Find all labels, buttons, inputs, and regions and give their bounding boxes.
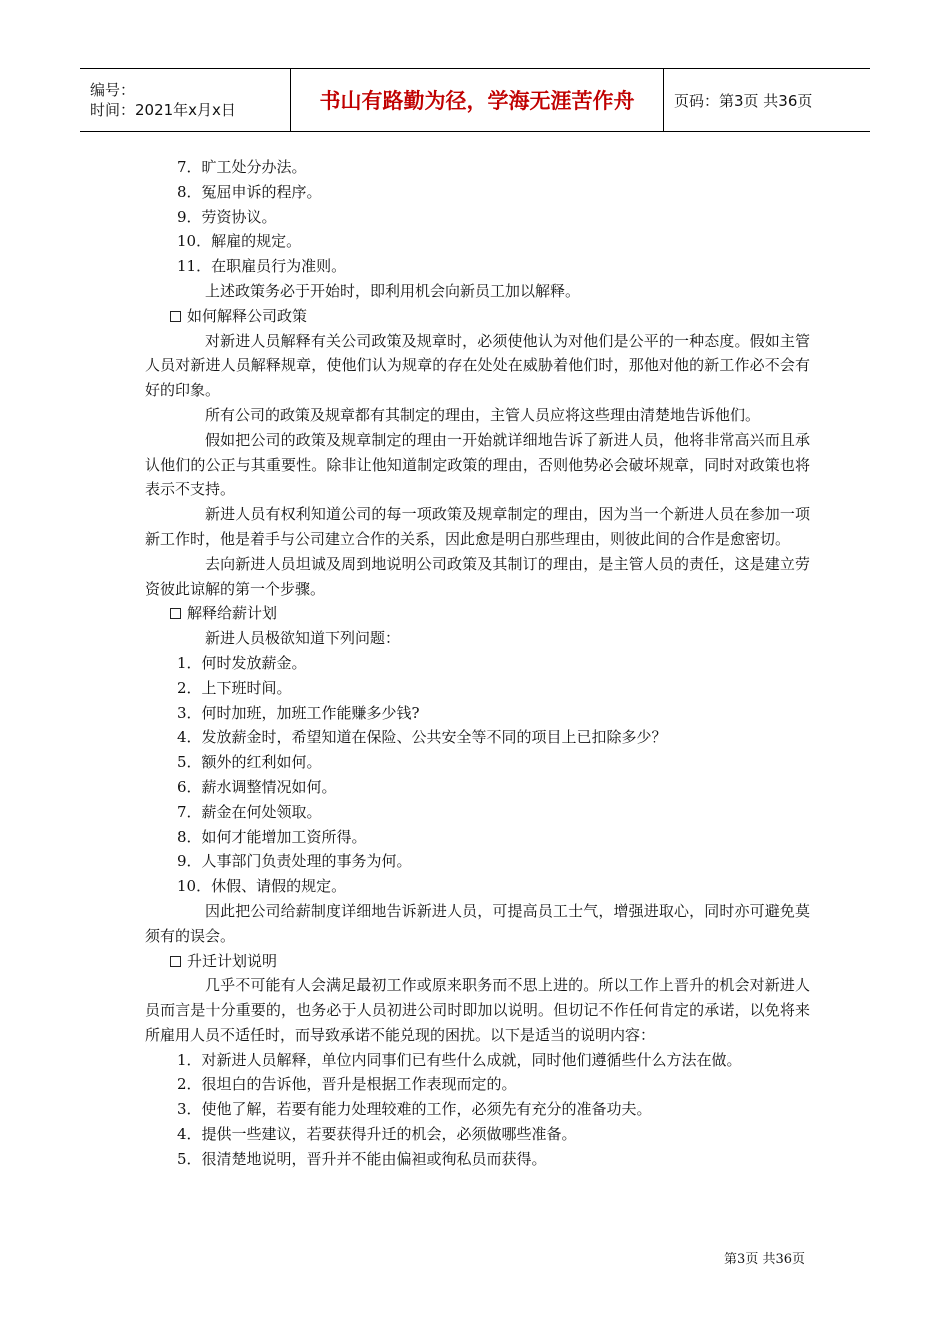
- header-left-cell: [80, 69, 291, 131]
- paragraph: 几乎不可能有人会满足最初工作或原来职务而不思上进的。所以工作上晋升的机会对新进人员而言是十分重要的，也务必于人员初进公司时即加以说明。但切记不作任何肯定的承诺，以免将来所雇用人员不适任时，而导致承诺不能兑现的困扰。以下是适当的说明内容：: [145, 976, 810, 1044]
- list-item: 9．劳资协议。: [177, 207, 277, 226]
- paragraph: 因此把公司给薪制度详细地告诉新进人员，可提高员工士气，增强进取心，同时亦可避免莫须有的误会。: [145, 901, 810, 945]
- page-footer: 第3页 共36页: [724, 1252, 805, 1267]
- paragraph: 新进人员极欲知道下列问题：: [205, 629, 401, 648]
- section-heading-text: 如何解释公司政策: [187, 306, 308, 325]
- list-item: 5．额外的红利如何。: [177, 753, 322, 772]
- header-motto: 书山有路勤为径，学海无涯苦作舟: [291, 69, 664, 131]
- header-page-label: 页码：第3页 共36页: [674, 91, 813, 110]
- section-heading: [145, 304, 810, 329]
- list-item: 6．薪水调整情况如何。: [177, 777, 337, 796]
- list-item: 4．提供一些建议，若要获得升迁的机会，必须做哪些准备。: [177, 1125, 577, 1144]
- list-item: 8．冤屈申诉的程序。: [177, 182, 322, 201]
- checkbox-icon: [170, 311, 181, 322]
- list-item: 2．很坦白的告诉他，晋升是根据工作表现而定的。: [177, 1075, 517, 1094]
- list-item: 11．在职雇员行为准则。: [177, 257, 347, 276]
- paragraph: 对新进人员解释有关公司政策及规章时，必须使他认为对他们是公平的一种态度。假如主管人员对新进人员解释规章，使他们认为规章的存在处处在威胁着他们时，那他对他的新工作必不会有好的印象。: [145, 331, 810, 400]
- section-heading-text: 升迁计划说明: [187, 951, 278, 970]
- checkbox-icon: [170, 608, 181, 619]
- list-item: 3．何时加班，加班工作能赚多少钱?: [177, 703, 420, 722]
- list-item: 7．薪金在何处领取。: [177, 802, 322, 821]
- section-heading-text: 解释给薪计划: [187, 604, 278, 623]
- list-item: 1．对新进人员解释，单位内同事们已有些什么成就，同时他们遵循些什么方法在做。: [177, 1050, 742, 1069]
- list-item: 10．解雇的规定。: [177, 232, 302, 251]
- paragraph: 上述政策务必于开始时，即利用机会向新员工加以解释。: [205, 281, 581, 300]
- list-item: 7．旷工处分办法。: [177, 158, 307, 176]
- list-item: 9．人事部门负责处理的事务为何。: [177, 852, 412, 871]
- page-header: [80, 68, 870, 132]
- list-item: 10．休假、请假的规定。: [177, 877, 347, 896]
- time-label: 时间：2021年x月x日: [90, 101, 236, 119]
- section-heading: [145, 949, 810, 974]
- paragraph: 所有公司的政策及规章都有其制定的理由，主管人员应将这些理由清楚地告诉他们。: [205, 405, 761, 424]
- document-body: [145, 155, 810, 1172]
- list-item: 5．很清楚地说明，晋升并不能由偏袒或徇私员而获得。: [177, 1149, 547, 1168]
- list-item: 4．发放薪金时，希望知道在保险、公共安全等不同的项目上已扣除多少？: [177, 728, 667, 747]
- list-item: 3．使他了解，若要有能力处理较难的工作，必须先有充分的准备功夫。: [177, 1100, 652, 1119]
- list-item: 2．上下班时间。: [177, 678, 292, 697]
- code-label: 编号：: [90, 81, 136, 99]
- paragraph: 去向新进人员坦诚及周到地说明公司政策及其制订的理由，是主管人员的责任，这是建立劳资彼此谅解的第一个步骤。: [145, 554, 810, 598]
- paragraph: 新进人员有权利知道公司的每一项政策及规章制定的理由，因为当一个新进人员在参加一项新工作时，他是着手与公司建立合作的关系，因此愈是明白那些理由，则彼此间的合作是愈密切。: [145, 505, 810, 548]
- list-item: 8．如何才能增加工资所得。: [177, 827, 367, 846]
- checkbox-icon: [170, 956, 181, 967]
- list-item: 1．何时发放薪金。: [177, 653, 307, 672]
- paragraph: 假如把公司的政策及规章制定的理由一开始就详细地告诉了新进人员，他将非常高兴而且承认他们的公正与其重要性。除非让他知道制定政策的理由，否则他势必会破坏规章，同时对政策也将表示不支持。: [145, 430, 810, 499]
- section-heading: [145, 601, 810, 626]
